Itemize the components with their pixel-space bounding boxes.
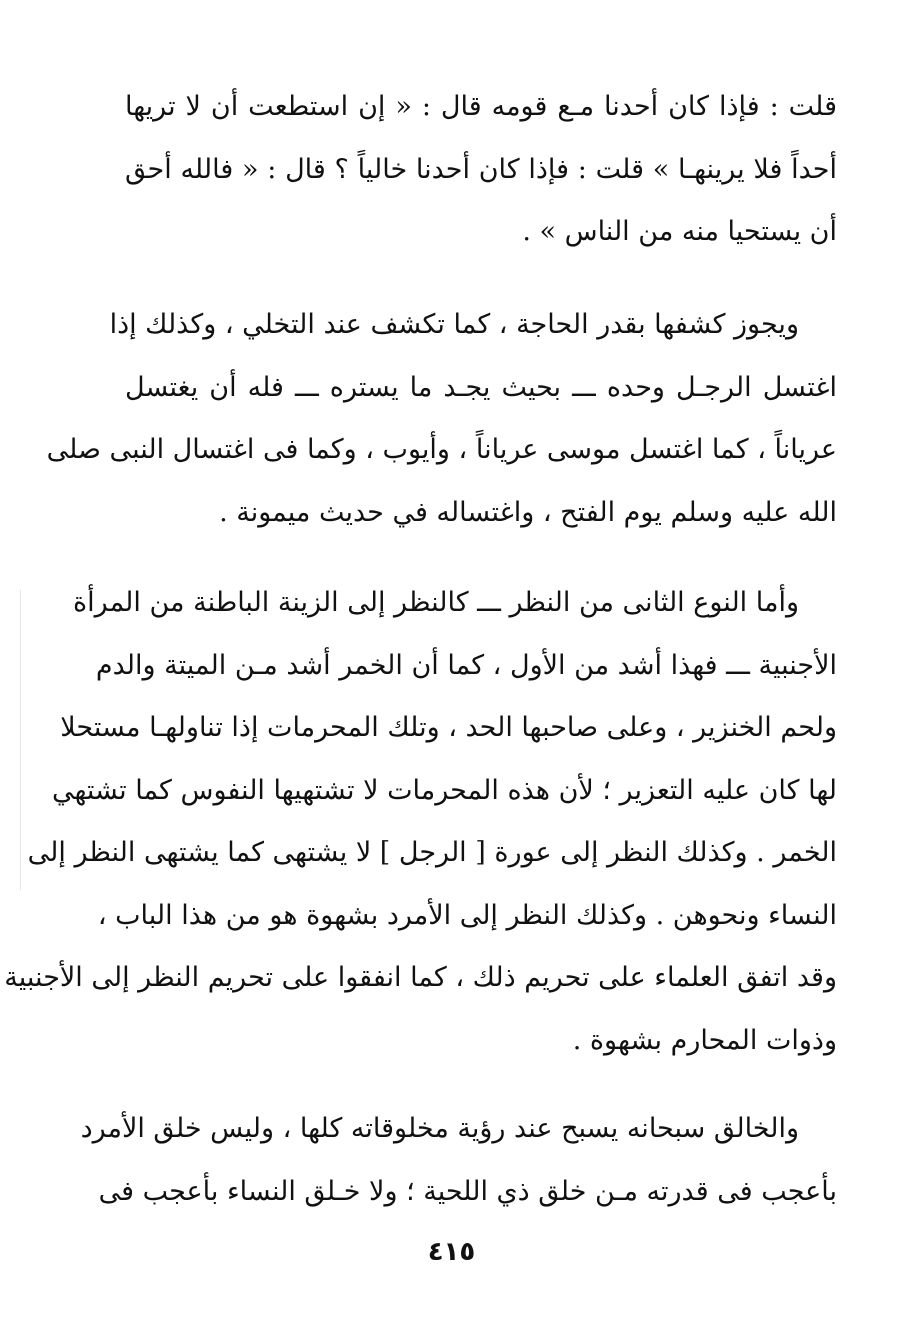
text-line: لها كان عليه التعزير ؛ لأن هذه المحرمات لا تشتهيها النفوس كما تشتهي <box>51 774 837 806</box>
text-line: وأما النوع الثانى من النظر ـــ كالنظر إلى الزينة الباطنة من المرأة <box>73 587 799 618</box>
text-line: الله عليه وسلم يوم الفتح ، واغتساله في حديث ميمونة . <box>219 496 837 528</box>
text-line: أحداً فلا يرينهـا » قلت : فإذا كان أحدنا خالياً ؟ قال : « فالله أحق <box>125 153 837 185</box>
text-line: ويجوز كشفها بقدر الحاجة ، كما تكشف عند التخلي ، وكذلك إذا <box>109 309 799 340</box>
text-line: بأعجب فى قدرته مـن خلق ذي اللحية ؛ ولا خـلق النساء بأعجب فى <box>98 1175 837 1207</box>
paragraph-4 <box>80 1098 837 1223</box>
scan-edge-line <box>20 590 21 890</box>
paragraph-3 <box>4 572 837 1072</box>
text-line: قلت : فإذا كان أحدنا مـع قومه قال : « إن استطعت أن لا تريها <box>125 91 837 122</box>
paragraph-2 <box>46 294 837 544</box>
text-line: الأجنبية ـــ فهذا أشد من الأول ، كما أن الخمر أشد مـن الميتة والدم <box>95 649 837 681</box>
text-line: والخالق سبحانه يسبح عند رؤية مخلوقاته كلها ، وليس خلق الأمرد <box>80 1113 799 1144</box>
text-line: النساء ونحوهن . وكذلك النظر إلى الأمرد بشهوة هو من هذا الباب ، <box>97 899 837 931</box>
text-line: ولحم الخنزير ، وعلى صاحبها الحد ، وتلك المحرمات إذا تناولهـا مستحلا <box>60 712 837 743</box>
page-number: ٤١٥ <box>427 1237 476 1267</box>
paragraph-1 <box>125 76 837 264</box>
text-line: الخمر . وكذلك النظر إلى عورة [ الرجل ] لا يشتهى كما يشتهى النظر إلى <box>27 837 837 868</box>
text-line: وذوات المحارم بشهوة . <box>572 1024 837 1056</box>
text-line: أن يستحيا منه من الناس » . <box>522 216 837 247</box>
text-line: اغتسل الرجـل وحده ـــ بحيث يجـد ما يستره ـــ فله أن يغتسل <box>125 371 837 403</box>
text-line: وقد اتفق العلماء على تحريم ذلك ، كما انفقوا على تحريم النظر إلى الأجنبية <box>4 962 837 993</box>
text-line: عرياناً ، كما اغتسل موسى عرياناً ، وأيوب ، وكما فى اغتسال النبى صلى <box>46 434 837 465</box>
